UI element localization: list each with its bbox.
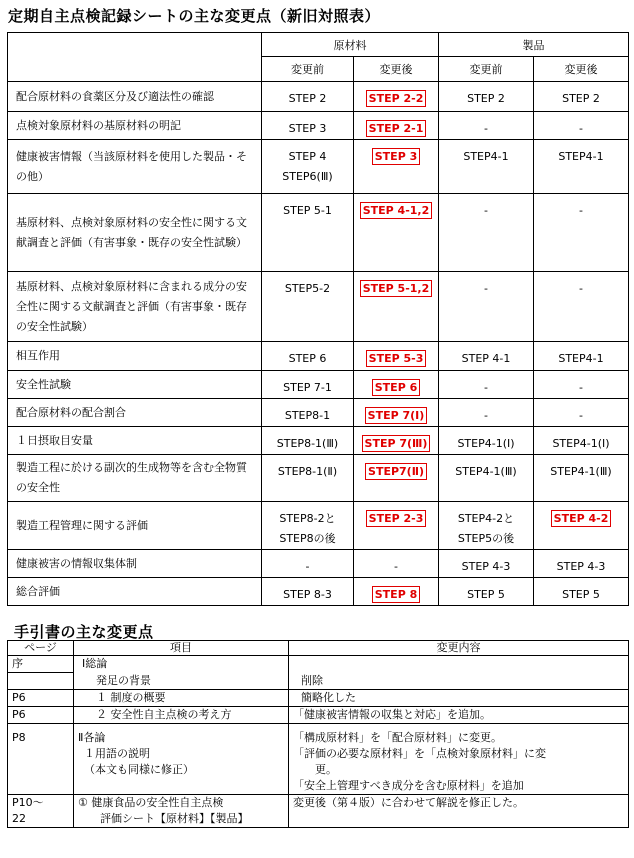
row-item-label: 点検対象原材料の基原材料の明記 [8,112,262,140]
row-value-cell: - [534,194,629,272]
row-value-cell: STEP8-1(Ⅱ) [262,455,354,502]
table-row [8,140,629,194]
row-item-label: 配合原材料の配合割合 [8,399,262,427]
row-item-label: 安全性試験 [8,371,262,399]
table-row [8,272,629,342]
header-item: 項目 [74,641,289,656]
row-value-cell: - [439,194,534,272]
row-value-cell: STEP4-1(Ⅲ) [439,455,534,502]
change-line: 更。 [315,762,337,776]
change-cell [289,656,629,673]
row-value-cell: STEP4-1 [534,342,629,371]
row-value-cell: STEP 3 [262,112,354,140]
item-line: ① 健康食品の安全性自主点検 [78,795,224,809]
row-value-cell: STEP 2 [262,82,354,112]
highlighted-step-label: STEP 2-3 [366,510,427,527]
row-value-cell [354,194,439,272]
row-item-label: 製造工程管理に関する評価 [8,502,262,550]
sub-header-after: 変更後 [534,57,629,82]
cell-line: STEP4-2と [457,512,515,525]
row-value-cell: - [534,399,629,427]
table-row [8,578,629,606]
page-cell [8,673,74,690]
table-row [8,427,629,455]
row-value-cell [262,502,354,550]
blank-header-cell [8,33,262,82]
comparison-table [7,32,629,606]
table-row [8,550,629,578]
highlighted-step-label: STEP7(Ⅱ) [365,463,427,480]
cell-line: STEP6(Ⅲ) [282,170,333,183]
highlighted-step-label: STEP 5-3 [366,350,427,367]
row-value-cell [354,455,439,502]
row-value-cell [354,502,439,550]
page-cell: P6 [8,689,74,706]
table-row [8,112,629,140]
row-item-label: 製造工程に於ける副次的生成物等を含む全物質の安全性 [8,455,262,502]
row-item-label: 総合評価 [8,578,262,606]
change-cell: 「健康被害情報の収集と対応」を追加。 [289,706,629,723]
row-value-cell [534,502,629,550]
row-item-label: 基原材料、点検対象原材料の安全性に関する文献調査と評価（有害事象・既存の安全性試験） [8,194,262,272]
highlighted-step-label: STEP 4-1,2 [360,202,433,219]
highlighted-step-label: STEP 6 [372,379,421,396]
row-value-cell: - [534,371,629,399]
row-value-cell [354,112,439,140]
row-value-cell: STEP5-2 [262,272,354,342]
row-value-cell: STEP 7-1 [262,371,354,399]
cell-line: STEP 4 [288,150,327,163]
group-header-product: 製品 [439,33,629,57]
item-cell: 発足の背景 [74,673,289,690]
item-cell: １ 制度の概要 [74,689,289,706]
row-value-cell: STEP 6 [262,342,354,371]
row-item-label: 健康被害の情報収集体制 [8,550,262,578]
item-line: Ⅱ各論 [78,730,106,744]
row-value-cell: STEP 5-1 [262,194,354,272]
row-item-label: 相互作用 [8,342,262,371]
change-cell: 変更後（第４版）に合わせて解説を修正した。 [289,794,629,827]
item-line: 評価シート【原材料】【製品】 [100,811,249,825]
item-cell: ２ 安全性自主点検の考え方 [74,706,289,723]
row-value-cell: - [262,550,354,578]
group-header-raw-material: 原材料 [262,33,439,57]
row-value-cell: STEP 8-3 [262,578,354,606]
row-item-label: １日摂取目安量 [8,427,262,455]
page-cell: P8 [8,723,74,794]
row-value-cell: STEP 4-3 [534,550,629,578]
cell-line: STEP8-2と [279,512,336,525]
change-cell: 削除 [289,673,629,690]
table-row [8,502,629,550]
row-value-cell: - [439,272,534,342]
row-value-cell: STEP8-1 [262,399,354,427]
page-cell: P6 [8,706,74,723]
row-value-cell: STEP8-1(Ⅲ) [262,427,354,455]
change-cell: 簡略化した [289,689,629,706]
cell-line: STEP5の後 [457,532,515,545]
table-row [8,82,629,112]
page-cell [8,794,74,827]
row-value-cell [354,342,439,371]
section-title: 手引書の主な変更点 [14,623,154,641]
change-line: 「安全上管理すべき成分を含む原材料」を追加 [293,778,524,792]
row-value-cell: - [354,550,439,578]
table-row [8,399,629,427]
row-value-cell: STEP 2 [439,82,534,112]
row-value-cell [354,82,439,112]
change-line: 「評価の必要な原材料」を「点検対象原材料」に変 [293,746,546,760]
change-cell [289,723,629,794]
page-line: P10～ [12,795,44,809]
cell-line: STEP8の後 [279,532,336,545]
row-value-cell: STEP 4-3 [439,550,534,578]
row-value-cell: STEP 5 [534,578,629,606]
highlighted-step-label: STEP 2-2 [366,90,427,107]
highlighted-step-label: STEP 7(Ⅰ) [365,407,428,424]
row-value-cell [262,140,354,194]
row-value-cell: - [439,371,534,399]
row-item-label: 健康被害情報（当該原材料を使用した製品・その他） [8,140,262,194]
change-line: 「構成原材料」を「配合原材料」に変更。 [293,730,502,744]
header-page: ページ [8,641,74,656]
highlighted-step-label: STEP 2-1 [366,120,427,137]
row-value-cell: - [439,399,534,427]
item-line: １用語の説明 [84,746,150,760]
row-value-cell [354,427,439,455]
row-value-cell: - [534,112,629,140]
row-value-cell: STEP 2 [534,82,629,112]
row-value-cell: STEP4-1(Ⅲ) [534,455,629,502]
highlighted-step-label: STEP 8 [372,586,421,603]
page-cell: 序 [8,656,74,673]
highlighted-step-label: STEP 5-1,2 [360,280,433,297]
item-cell [74,723,289,794]
row-value-cell: STEP 5 [439,578,534,606]
page-line: 22 [12,811,26,825]
highlighted-step-label: STEP 3 [372,148,421,165]
row-value-cell: - [439,112,534,140]
row-value-cell [439,502,534,550]
row-value-cell: STEP4-1 [534,140,629,194]
header-change: 変更内容 [289,641,629,656]
sub-header-before: 変更前 [262,57,354,82]
table-row [8,342,629,371]
highlighted-step-label: STEP 7(Ⅲ) [362,435,431,452]
row-value-cell: STEP4-1(Ⅰ) [439,427,534,455]
row-value-cell [354,578,439,606]
changes-table [7,640,629,828]
highlighted-step-label: STEP 4-2 [551,510,612,527]
item-cell [74,794,289,827]
item-cell: Ⅰ総論 [74,656,289,673]
row-value-cell: - [534,272,629,342]
row-value-cell: STEP4-1 [439,140,534,194]
row-item-label: 基原材料、点検対象原材料に含まれる成分の安全性に関する文献調査と評価（有害事象・既存の安全性試験） [8,272,262,342]
row-value-cell [354,399,439,427]
page-title: 定期自主点検記録シートの主な変更点（新旧対照表） [8,7,381,25]
item-line: （本文も同様に修正） [84,762,194,776]
row-value-cell [354,272,439,342]
row-item-label: 配合原材料の食薬区分及び適法性の確認 [8,82,262,112]
table-row [8,455,629,502]
table-row [8,194,629,272]
row-value-cell [354,140,439,194]
sub-header-before: 変更前 [439,57,534,82]
sub-header-after: 変更後 [354,57,439,82]
row-value-cell [354,371,439,399]
row-value-cell: STEP4-1(Ⅰ) [534,427,629,455]
table-row [8,371,629,399]
row-value-cell: STEP 4-1 [439,342,534,371]
